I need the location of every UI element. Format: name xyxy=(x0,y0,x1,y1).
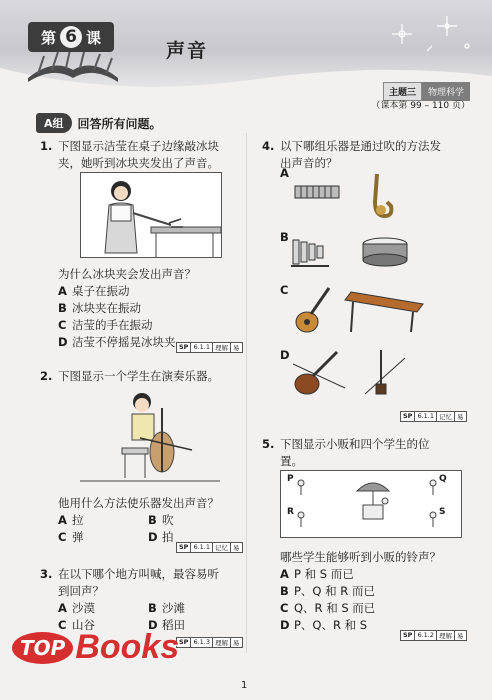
option-letter: A xyxy=(58,513,67,527)
page-title: 声音 xyxy=(166,40,209,62)
skill-code-badge xyxy=(176,542,243,553)
code-skill: 理解 xyxy=(212,343,230,352)
code-level: 易 xyxy=(454,631,466,640)
code-sp: SP xyxy=(403,631,413,639)
skill-code-badge xyxy=(176,342,243,353)
question-number: 4. xyxy=(262,139,275,153)
code-level: 易 xyxy=(454,412,466,421)
option-text: 拉 xyxy=(72,513,84,527)
student-q-label: Q xyxy=(439,474,447,484)
question-stem: 到回声？ xyxy=(58,584,104,598)
q2-figure-cello-player xyxy=(80,388,220,484)
code-level: 易 xyxy=(230,343,242,352)
question-1-sub xyxy=(40,263,245,351)
code-sp: SP xyxy=(179,638,189,646)
question-stem: 下图显示一个学生在演奏乐器。 xyxy=(58,369,219,383)
question-number: 3. xyxy=(40,567,53,581)
textbook-page-ref: （课本第 99 – 110 页） xyxy=(371,101,470,111)
option-letter: B xyxy=(148,513,157,527)
option-text: 洁莹不停摇晃冰块夹 xyxy=(72,335,176,349)
guitar-guzheng-icon xyxy=(285,284,430,336)
option-c[interactable] xyxy=(280,600,472,617)
code-sp: SP xyxy=(179,543,189,551)
option-c-label[interactable]: C xyxy=(280,283,289,297)
option-letter: C xyxy=(58,530,67,544)
option-text: 桌子在振动 xyxy=(72,284,130,298)
code-skill: 理解 xyxy=(212,638,230,647)
question-2 xyxy=(40,368,245,385)
question-stem: 下图显示小贩和四个学生的位 xyxy=(280,437,430,451)
open-book-icon xyxy=(18,48,128,84)
group-tag: A组 xyxy=(36,113,72,133)
option-letter: D xyxy=(280,618,290,632)
option-text: 冰块夹在振动 xyxy=(72,301,141,315)
question-stem: 在以下哪个地方叫喊，最容易听 xyxy=(58,567,219,581)
code-skill: 理解 xyxy=(436,631,454,640)
question-3 xyxy=(40,566,245,634)
option-letter: C xyxy=(58,318,67,332)
lesson-number: 6 xyxy=(60,26,82,48)
option-text: P 和 S 而已 xyxy=(294,567,354,581)
option-a-label[interactable]: A xyxy=(280,166,289,180)
code-sp: SP xyxy=(179,343,189,351)
question-stem: 夹，她听到冰块夹发出了声音。 xyxy=(58,156,219,170)
option-a[interactable] xyxy=(58,600,148,617)
group-instruction: 回答所有问题。 xyxy=(77,116,162,131)
option-text: Q、R 和 S 而已 xyxy=(294,601,376,615)
question-stem: 出声音的？ xyxy=(280,156,338,170)
option-text: 吹 xyxy=(162,513,174,527)
option-letter: A xyxy=(58,601,67,615)
code-sp: SP xyxy=(403,412,413,420)
page-number: 1 xyxy=(241,680,248,691)
watermark-logo xyxy=(12,628,179,667)
violin-erhu-icon xyxy=(285,348,415,398)
student-s-label: S xyxy=(439,507,446,517)
skill-code-badge xyxy=(176,637,243,648)
student-p-label: P xyxy=(287,474,294,484)
option-a[interactable] xyxy=(58,512,148,529)
option-letter: B xyxy=(148,601,157,615)
question-sub-prompt: 为什么冰块夹会发出声音？ xyxy=(58,267,196,281)
question-sub-prompt: 哪些学生能够听到小贩的铃声？ xyxy=(280,550,441,564)
option-letter: A xyxy=(58,284,67,298)
question-4 xyxy=(262,138,472,172)
question-5-sub xyxy=(262,546,472,634)
harmonica-saxophone-icon xyxy=(285,172,405,220)
lesson-prefix: 第 xyxy=(40,28,56,47)
option-text: 沙滩 xyxy=(162,601,185,615)
girl-with-ice-tongs-illustration xyxy=(81,173,221,257)
xylophone-drum-icon xyxy=(285,232,415,272)
question-number: 1. xyxy=(40,139,53,153)
question-stem: 下图显示洁莹在桌子边缘敲冰块 xyxy=(58,139,219,153)
watermark-books: Books xyxy=(75,628,180,666)
option-a[interactable] xyxy=(280,566,472,583)
skill-code-badge xyxy=(400,411,467,422)
page-header xyxy=(0,0,492,92)
boy-playing-cello-illustration xyxy=(80,388,220,484)
option-b[interactable] xyxy=(280,583,472,600)
lesson-suffix: 课 xyxy=(86,28,102,47)
option-text: 弹 xyxy=(72,530,84,544)
option-c[interactable] xyxy=(58,529,148,546)
code-number: 6.1.3 xyxy=(190,638,212,647)
option-a[interactable] xyxy=(58,283,245,300)
option-letter: C xyxy=(58,618,67,632)
topic-number: 主题三 xyxy=(383,82,422,101)
option-text: 沙漠 xyxy=(72,601,95,615)
question-1 xyxy=(40,138,240,172)
code-level: 易 xyxy=(230,543,242,552)
option-text: 山谷 xyxy=(72,618,95,632)
option-text: 洁莹的手在振动 xyxy=(72,318,153,332)
student-r-label: R xyxy=(287,507,294,517)
question-sub-prompt: 他用什么方法使乐器发出声音？ xyxy=(58,496,219,510)
watermark-top: TOP xyxy=(12,632,73,664)
option-letter: D xyxy=(148,618,158,632)
question-stem: 以下哪组乐器是通过吹的方法发 xyxy=(280,139,441,153)
section-heading xyxy=(36,113,162,133)
question-5 xyxy=(262,436,472,470)
q1-figure-girl-tongs xyxy=(80,172,222,258)
question-number: 5. xyxy=(262,437,275,451)
option-text: 拍 xyxy=(162,530,174,544)
code-number: 6.1.2 xyxy=(414,631,436,640)
option-b-label[interactable]: B xyxy=(280,230,289,244)
option-text: P、Q、R 和 S xyxy=(294,618,368,632)
option-text: P、Q 和 R 而已 xyxy=(294,584,375,598)
option-letter: D xyxy=(148,530,158,544)
option-b[interactable] xyxy=(148,600,238,617)
option-letter: C xyxy=(280,601,289,615)
option-text: 稻田 xyxy=(162,618,185,632)
code-number: 6.1.1 xyxy=(190,543,212,552)
hawker-and-students-diagram xyxy=(281,471,461,537)
option-b[interactable] xyxy=(148,512,238,529)
sparkle-decoration-icon xyxy=(372,6,482,66)
code-skill: 记忆 xyxy=(436,412,454,421)
lesson-badge xyxy=(28,22,114,52)
code-level: 易 xyxy=(230,638,242,647)
option-letter: A xyxy=(280,567,289,581)
option-c[interactable] xyxy=(58,317,245,334)
column-divider xyxy=(246,133,247,653)
code-skill: 记忆 xyxy=(212,543,230,552)
option-letter: B xyxy=(280,584,289,598)
skill-code-badge xyxy=(400,630,467,641)
option-d-label[interactable]: D xyxy=(280,348,290,362)
code-number: 6.1.1 xyxy=(190,343,212,352)
question-2-sub xyxy=(40,492,245,546)
q5-figure-hawker-students xyxy=(280,470,462,538)
topic-name: 物理科学 xyxy=(422,82,470,101)
option-letter: D xyxy=(58,335,68,349)
code-number: 6.1.1 xyxy=(414,412,436,421)
option-b[interactable] xyxy=(58,300,245,317)
question-number: 2. xyxy=(40,369,53,383)
option-letter: B xyxy=(58,301,67,315)
question-stem: 置。 xyxy=(280,454,303,468)
